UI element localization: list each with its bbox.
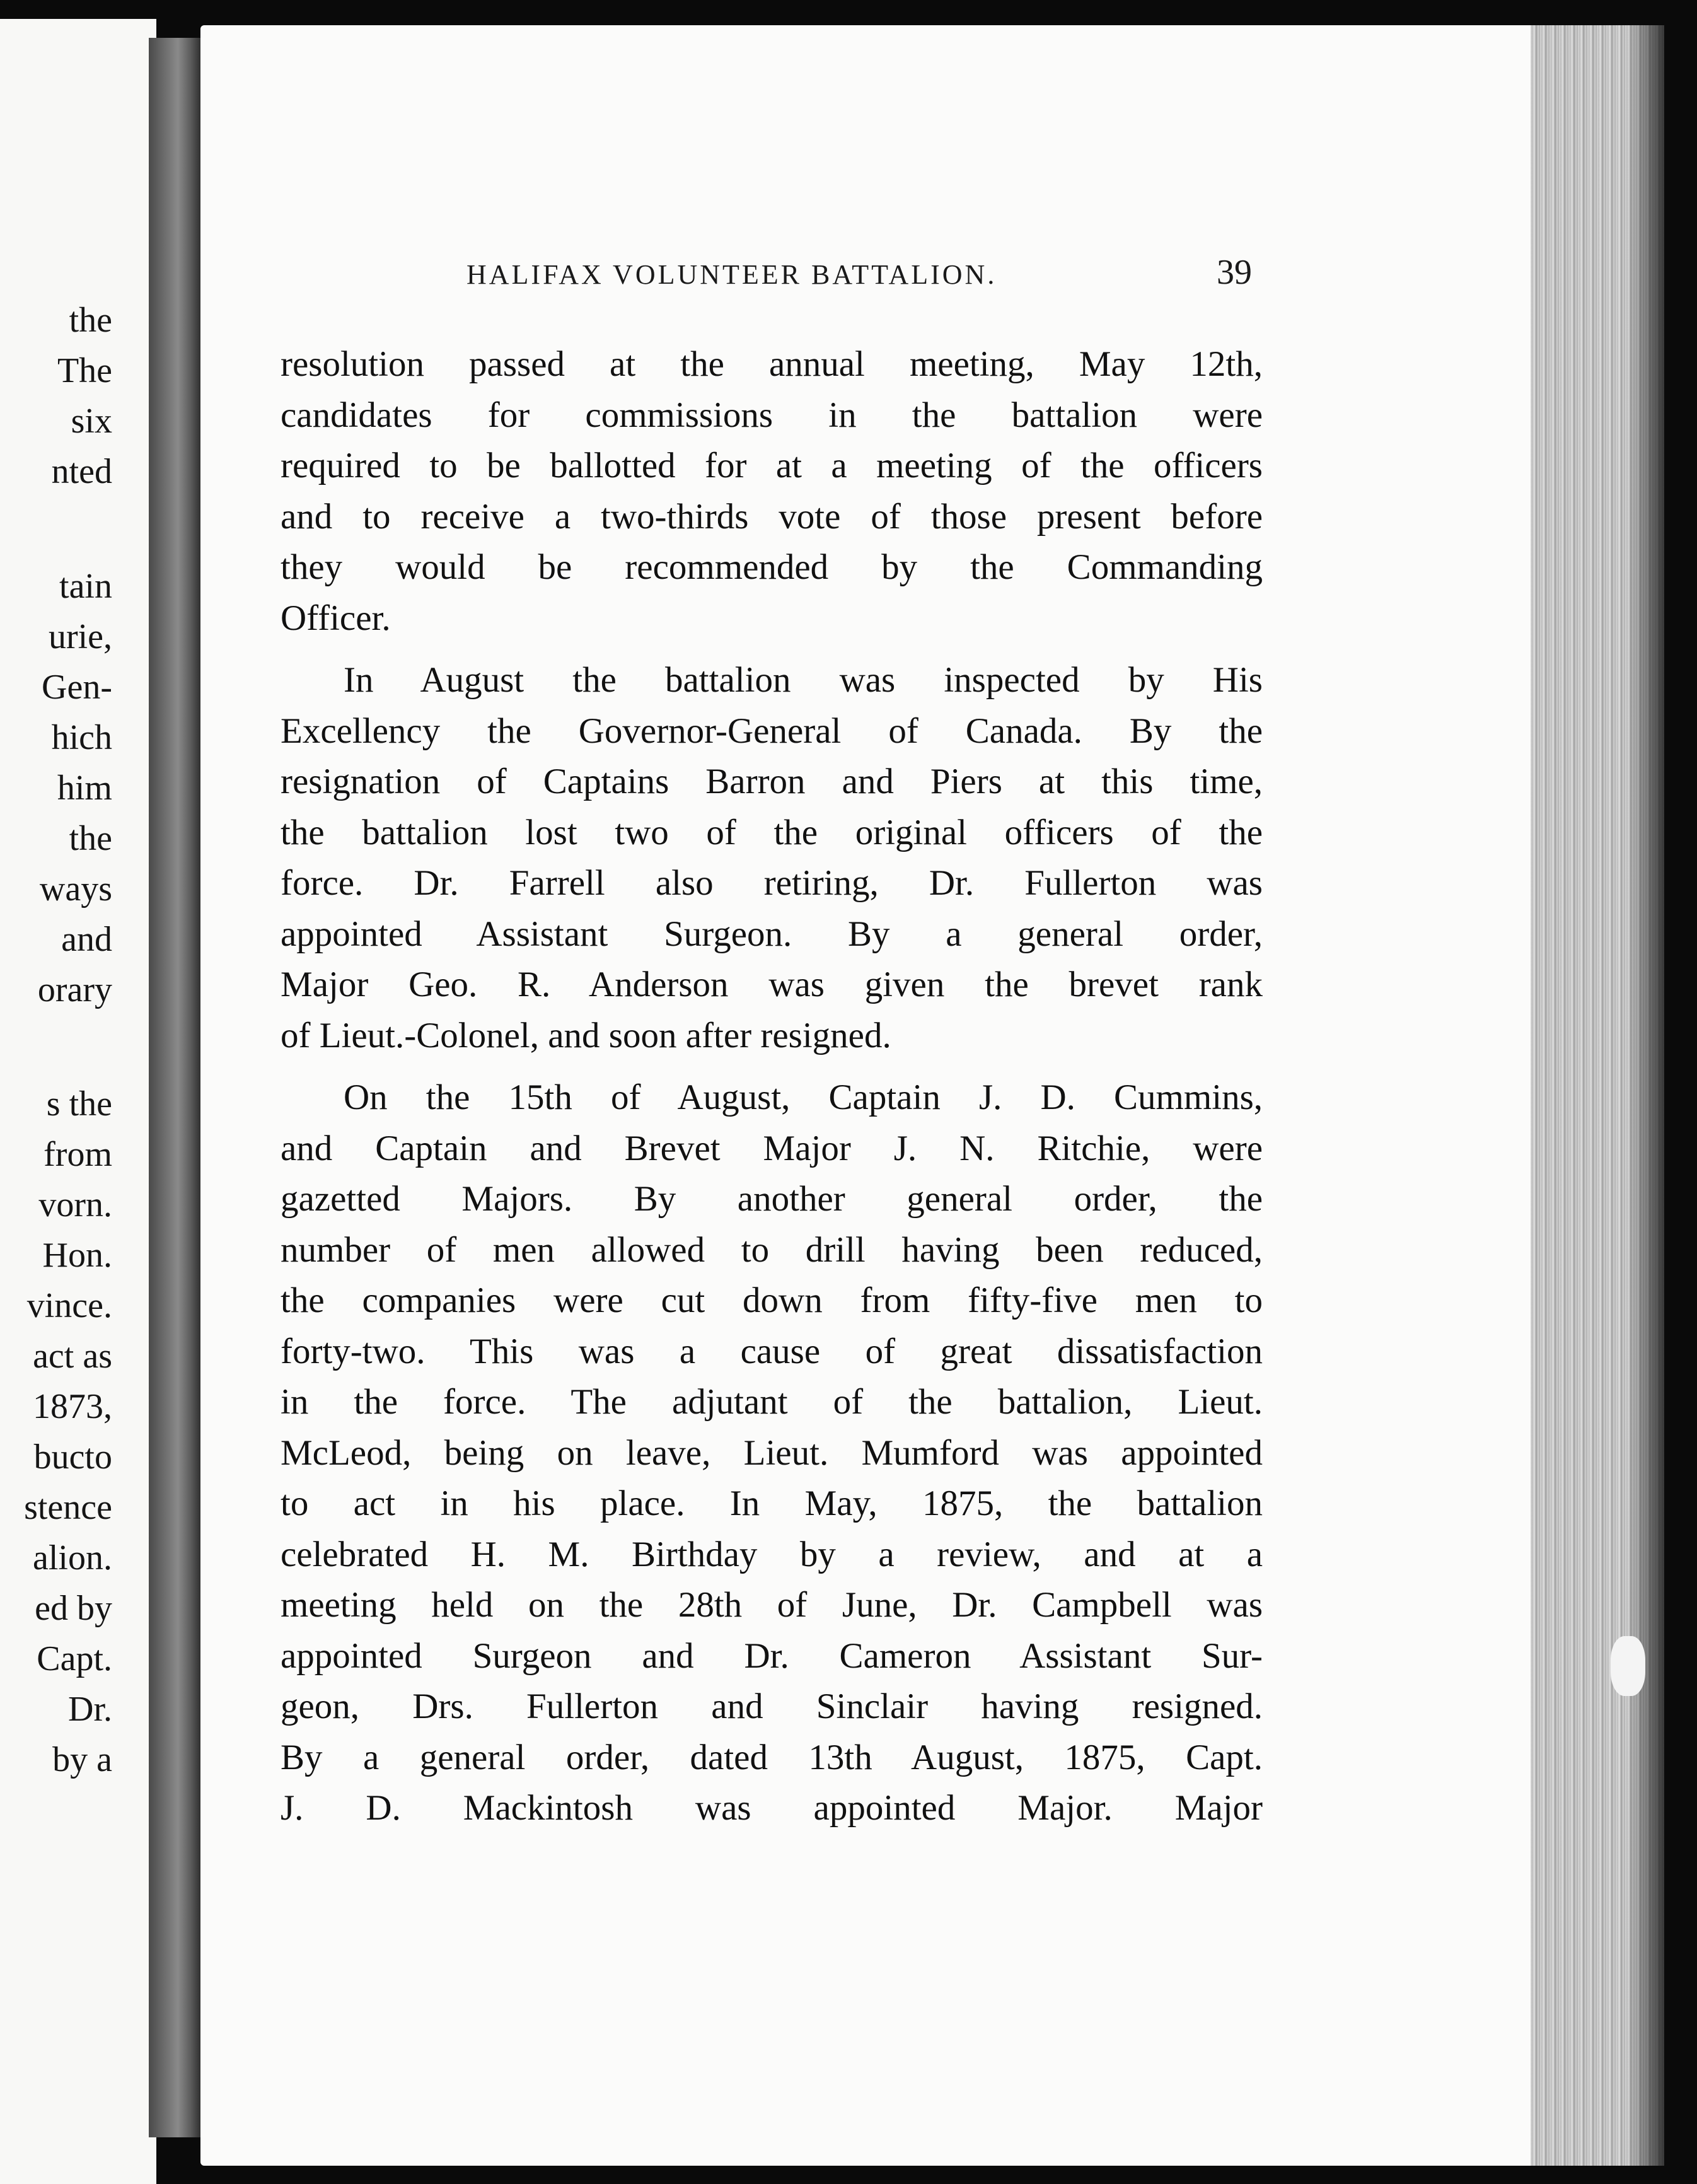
text-line: resolution passed at the annual meeting, May 12th,	[281, 344, 1263, 384]
text-line: appointed Assistant Surgeon. By a general order,	[281, 914, 1263, 954]
text-line: Excellency the Governor-General of Canada. By the	[281, 711, 1263, 751]
text-line: number of men allowed to drill having been reduced,	[281, 1229, 1263, 1270]
page-edges	[1531, 25, 1664, 2166]
text-line: McLeod, being on leave, Lieut. Mumford was appointed	[281, 1432, 1263, 1473]
left-page-fragment: bucto	[33, 1438, 112, 1477]
text-line: forty-two. This was a cause of great dissatisfaction	[281, 1331, 1263, 1371]
text-line: In August the battalion was inspected by His	[344, 660, 1263, 700]
left-page-fragment: Dr.	[68, 1690, 112, 1729]
left-page-fragment: The	[57, 351, 112, 390]
left-page-fragment: from	[43, 1135, 112, 1174]
text-line: required to be ballotted for at a meeting of the officers	[281, 446, 1263, 485]
text-line: in the force. The adjutant of the battalion, Lieut.	[281, 1382, 1263, 1422]
page-number: 39	[1217, 253, 1252, 292]
left-page-fragment: act as	[33, 1337, 112, 1376]
text-line: resignation of Captains Barron and Piers at this time,	[281, 762, 1263, 801]
text-line: celebrated H. M. Birthday by a review, and at a	[281, 1534, 1263, 1574]
paper-blemish	[1611, 1636, 1645, 1696]
text-line: and to receive a two-thirds vote of those present before	[281, 496, 1263, 537]
text-line: force. Dr. Farrell also retiring, Dr. Fullerton was	[281, 863, 1263, 903]
text-line: meeting held on the 28th of June, Dr. Campbell was	[281, 1585, 1263, 1625]
left-page-fragment: him	[57, 769, 112, 808]
text-line: On the 15th of August, Captain J. D. Cummins,	[344, 1077, 1263, 1117]
text-line: and Captain and Brevet Major J. N. Ritchie, were	[281, 1128, 1263, 1168]
paragraph	[281, 655, 1263, 1061]
left-page-fragment: orary	[37, 970, 112, 1009]
text-line: they would be recommended by the Commanding	[281, 547, 1263, 587]
left-page-fragment: vince.	[26, 1286, 112, 1325]
text-line: the battalion lost two of the original officers of the	[281, 812, 1263, 852]
left-page-fragment: urie,	[48, 617, 112, 656]
left-page-fragment: Capt.	[37, 1639, 112, 1678]
text-line: appointed Surgeon and Dr. Cameron Assistant Sur-	[281, 1635, 1263, 1676]
paragraph-gap	[281, 644, 1263, 655]
text-line: geon, Drs. Fullerton and Sinclair having resigned.	[281, 1687, 1263, 1726]
left-page-fragment: tain	[59, 567, 112, 606]
left-page-fragment: s the	[46, 1084, 112, 1124]
text-line: of Lieut.-Colonel, and soon after resigned.	[281, 1015, 891, 1055]
left-page-fragment: the	[69, 301, 112, 340]
left-page-fragment: ways	[39, 869, 112, 909]
left-page-fragment: ed by	[35, 1589, 112, 1628]
text-line: the companies were cut down from fifty-five men to	[281, 1281, 1263, 1320]
running-head: HALIFAX VOLUNTEER BATTALION.	[466, 259, 997, 290]
text-line: gazetted Majors. By another general order, the	[281, 1179, 1263, 1219]
paragraph	[281, 339, 1263, 644]
text-line: Officer.	[281, 598, 391, 638]
left-page-fragment: stence	[24, 1488, 112, 1527]
left-page-fragment: 1873,	[33, 1387, 112, 1426]
body-text	[281, 339, 1263, 1834]
left-page-fragment: hich	[51, 718, 112, 757]
text-line: By a general order, dated 13th August, 1875, Capt.	[281, 1737, 1263, 1777]
paragraph	[281, 1072, 1263, 1834]
left-page-fragment: the	[69, 819, 112, 858]
left-page-fragment: six	[71, 402, 112, 441]
left-facing-page	[0, 19, 156, 2184]
left-page-fragment: by a	[52, 1740, 112, 1779]
left-page-fragment: Gen-	[42, 668, 112, 707]
text-line: J. D. Mackintosh was appointed Major. Major	[281, 1788, 1263, 1828]
left-page-fragment: nted	[51, 452, 112, 491]
left-page-fragment: and	[61, 920, 112, 959]
text-line: to act in his place. In May, 1875, the battalion	[281, 1484, 1263, 1523]
left-page-fragment: Hon.	[42, 1236, 112, 1275]
text-line: candidates for commissions in the battalion were	[281, 395, 1263, 435]
left-page-fragment: vorn.	[38, 1185, 112, 1224]
text-line: Major Geo. R. Anderson was given the brevet rank	[281, 965, 1263, 1004]
paragraph-gap	[281, 1061, 1263, 1072]
book-gutter	[149, 38, 202, 2137]
left-page-fragment: alion.	[33, 1538, 112, 1577]
